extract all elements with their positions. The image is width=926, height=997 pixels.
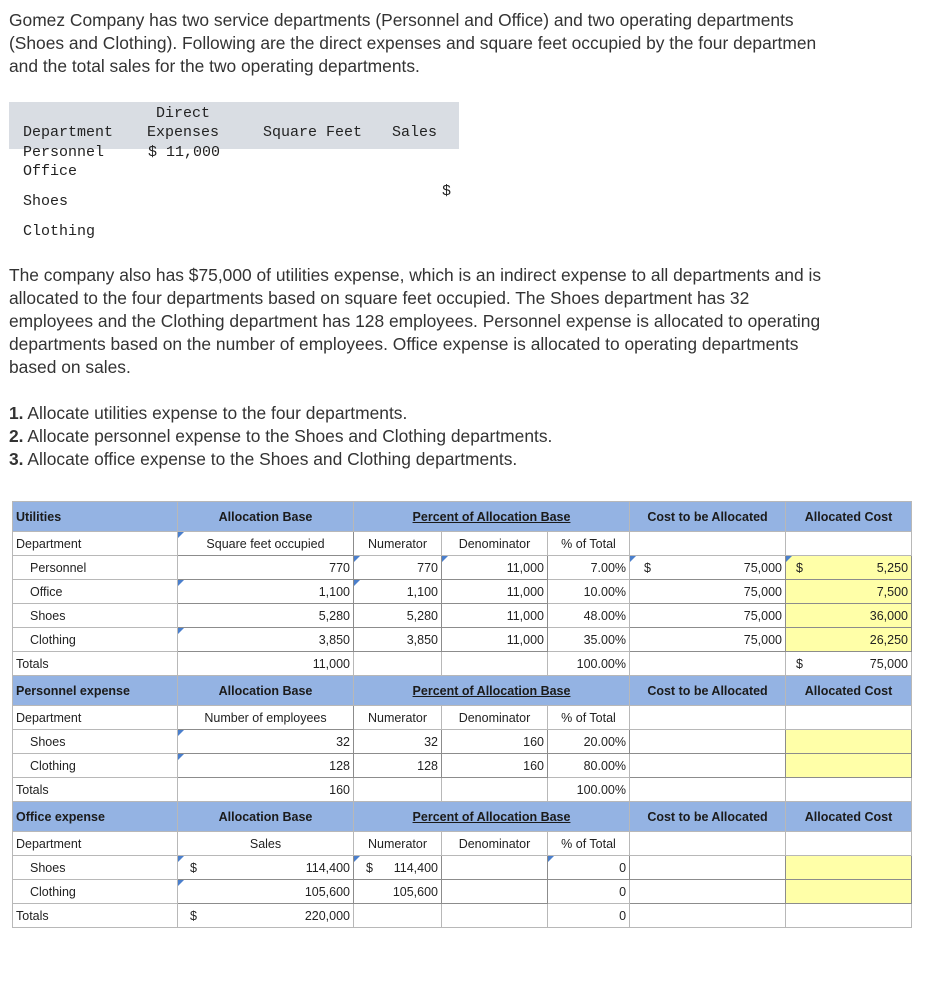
office-pct-shoes: 0 [548,856,630,880]
office-dept-shoes: Shoes [13,856,178,880]
personnel-den-shoes-input[interactable]: 160 [442,730,548,754]
utilities-den-office-input[interactable]: 11,000 [442,580,548,604]
personnel-num-shoes-input[interactable]: 32 [354,730,442,754]
utilities-den-shoes-input[interactable]: 11,000 [442,604,548,628]
utilities-numerator-label: Numerator [354,532,442,556]
header-direct: Direct [155,105,211,122]
personnel-header-row [13,676,912,706]
personnel-base-name-input[interactable]: Number of employees [178,706,354,730]
office-num-shoes-input[interactable] [354,856,442,880]
utilities-alloc-personnel: 5,250 [876,560,909,575]
personnel-pct-total-label: % of Total [548,706,630,730]
utilities-subheader-row [13,532,912,556]
office-cost-clothing-input[interactable] [630,880,786,904]
office-denominator-label: Denominator [442,832,548,856]
office-numerator-label: Numerator [354,832,442,856]
requirement-3: 3. Allocate office expense to the Shoes and Clothing departments. [9,449,518,469]
utilities-cost-personnel-input[interactable] [630,556,786,580]
utilities-allocation-base-header: Allocation Base [178,502,354,532]
personnel-alloc-clothing-input[interactable] [786,754,912,778]
header-sales: Sales [392,124,438,141]
utilities-alloc-clothing-input[interactable]: 26,250 [786,628,912,652]
personnel-percent-header: Percent of Allocation Base [354,676,630,706]
utilities-den-clothing-input[interactable]: 11,000 [442,628,548,652]
utilities-base-shoes-input[interactable]: 5,280 [178,604,354,628]
personnel-dept-clothing: Clothing [13,754,178,778]
office-alloc-shoes-input[interactable] [786,856,912,880]
office-pct-total-label: % of Total [548,832,630,856]
problem-details-paragraph: The company also has $75,000 of utilities expense, which is an indirect expense to all departments and is allocated to the four departments based on square feet occupied. The Shoes department has 32 employees and the Clothing department has 128 employees. Personnel expense is allocated to operating departments based on the number of employees. Office expense is allocated to operating departments based on sales. [9,265,822,377]
utilities-totals-row [13,652,912,676]
office-total-base [178,904,354,928]
office-cost-shoes-input[interactable] [630,856,786,880]
header-expenses: Expenses [146,124,220,141]
office-base-clothing-input[interactable]: 105,600 [178,880,354,904]
intro-direct-personnel: $ 11,000 [148,144,221,161]
personnel-numerator-label: Numerator [354,706,442,730]
utilities-dept-personnel: Personnel [13,556,178,580]
office-percent-header: Percent of Allocation Base [354,802,630,832]
personnel-subheader-row [13,706,912,730]
personnel-cost-shoes-input[interactable] [630,730,786,754]
office-total-base-value: 220,000 [304,908,350,923]
office-row-shoes [13,856,912,880]
currency-sign: $ [644,560,651,575]
personnel-dept-shoes: Shoes [13,730,178,754]
header-department: Department [23,124,114,141]
utilities-cost-header: Cost to be Allocated [630,502,786,532]
utilities-base-personnel-input[interactable]: 770 [178,556,354,580]
office-alloc-clothing-input[interactable] [786,880,912,904]
office-header-row [13,802,912,832]
utilities-alloc-personnel-input[interactable] [786,556,912,580]
office-den-clothing-input[interactable] [442,880,548,904]
office-num-shoes: 114,400 [393,860,438,875]
utilities-cost-personnel: 75,000 [743,560,783,575]
utilities-dept-shoes: Shoes [13,604,178,628]
utilities-header-row [13,502,912,532]
utilities-pct-personnel: 7.00% [548,556,630,580]
header-square-feet: Square Feet [263,124,363,141]
utilities-pct-shoes: 48.00% [548,604,630,628]
utilities-alloc-office-input[interactable]: 7,500 [786,580,912,604]
personnel-totals-label: Totals [13,778,178,802]
office-subheader-row [13,832,912,856]
office-totals-row [13,904,912,928]
allocation-worksheet [12,501,912,928]
currency-sign: $ [190,860,197,875]
intro-dept-personnel: Personnel [23,144,105,161]
problem-intro-paragraph: Gomez Company has two service departments (Personnel and Office) and two operating departments (Shoes and Clothing). Following are the direct expenses and square feet occupied by the four departmen and the total sales for the two operating departments. [9,10,817,76]
utilities-denominator-label: Denominator [442,532,548,556]
personnel-allocation-base-header: Allocation Base [178,676,354,706]
office-num-clothing-input[interactable]: 105,600 [354,880,442,904]
personnel-base-shoes-input[interactable]: 32 [178,730,354,754]
utilities-base-clothing-input[interactable]: 3,850 [178,628,354,652]
utilities-row-shoes [13,604,912,628]
utilities-allocated-header: Allocated Cost [786,502,912,532]
currency-sign: $ [796,560,803,575]
utilities-num-personnel-input[interactable]: 770 [354,556,442,580]
utilities-department-label: Department [13,532,178,556]
utilities-total-alloc-value: 75,000 [869,656,909,671]
personnel-allocated-header: Allocated Cost [786,676,912,706]
personnel-department-label: Department [13,706,178,730]
utilities-pct-clothing: 35.00% [548,628,630,652]
office-allocated-header: Allocated Cost [786,802,912,832]
requirement-2: 2. Allocate personnel expense to the Shoes and Clothing departments. [9,426,553,446]
currency-sign: $ [796,656,803,671]
utilities-row-personnel [13,556,912,580]
personnel-base-clothing-input[interactable]: 128 [178,754,354,778]
office-row-clothing [13,880,912,904]
personnel-cost-header: Cost to be Allocated [630,676,786,706]
utilities-percent-header: Percent of Allocation Base [354,502,630,532]
personnel-pct-clothing: 80.00% [548,754,630,778]
office-base-shoes-input[interactable] [178,856,354,880]
personnel-num-clothing-input[interactable]: 128 [354,754,442,778]
personnel-row-clothing [13,754,912,778]
utilities-cost-office-input[interactable]: 75,000 [630,580,786,604]
office-base-shoes: 114,400 [305,860,350,875]
office-title: Office expense [13,802,178,832]
office-pct-clothing: 0 [548,880,630,904]
office-den-shoes-input[interactable] [442,856,548,880]
currency-sign: $ [190,908,197,923]
office-dept-clothing: Clothing [13,880,178,904]
utilities-dept-clothing: Clothing [13,628,178,652]
intro-dept-office: Office [23,163,78,180]
personnel-pct-shoes: 20.00% [548,730,630,754]
utilities-base-name-input[interactable]: Square feet occupied [178,532,354,556]
utilities-pct-total-label: % of Total [548,532,630,556]
currency-sign: $ [366,860,373,875]
utilities-pct-office: 10.00% [548,580,630,604]
personnel-alloc-shoes-input[interactable] [786,730,912,754]
office-total-pct: 0 [548,904,630,928]
personnel-totals-row [13,778,912,802]
personnel-title: Personnel expense [13,676,178,706]
utilities-num-shoes-input[interactable]: 5,280 [354,604,442,628]
office-allocation-base-header: Allocation Base [178,802,354,832]
personnel-total-pct: 100.00% [548,778,630,802]
office-base-name: Sales [178,832,354,856]
utilities-title: Utilities [13,502,178,532]
utilities-totals-label: Totals [13,652,178,676]
utilities-row-clothing [13,628,912,652]
utilities-num-office-input[interactable]: 1,100 [354,580,442,604]
office-cost-header: Cost to be Allocated [630,802,786,832]
office-department-label: Department [13,832,178,856]
office-totals-label: Totals [13,904,178,928]
utilities-base-office-input[interactable]: 1,100 [178,580,354,604]
intro-dept-clothing: Clothing [23,223,96,240]
utilities-den-personnel-input[interactable]: 11,000 [442,556,548,580]
utilities-cost-clothing-input[interactable]: 75,000 [630,628,786,652]
utilities-dept-office: Office [13,580,178,604]
utilities-num-clothing-input[interactable]: 3,850 [354,628,442,652]
utilities-total-pct: 100.00% [548,652,630,676]
personnel-denominator-label: Denominator [442,706,548,730]
intro-dept-shoes: Shoes [23,193,69,210]
personnel-total-base: 160 [178,778,354,802]
utilities-total-alloc [786,652,912,676]
utilities-row-office [13,580,912,604]
requirement-1: 1. Allocate utilities expense to the four departments. [9,403,408,423]
utilities-total-base: 11,000 [178,652,354,676]
intro-sales-sign: $ [442,183,452,200]
personnel-cost-clothing-input[interactable] [630,754,786,778]
utilities-alloc-shoes-input[interactable]: 36,000 [786,604,912,628]
personnel-row-shoes [13,730,912,754]
utilities-cost-shoes-input[interactable]: 75,000 [630,604,786,628]
personnel-den-clothing-input[interactable]: 160 [442,754,548,778]
